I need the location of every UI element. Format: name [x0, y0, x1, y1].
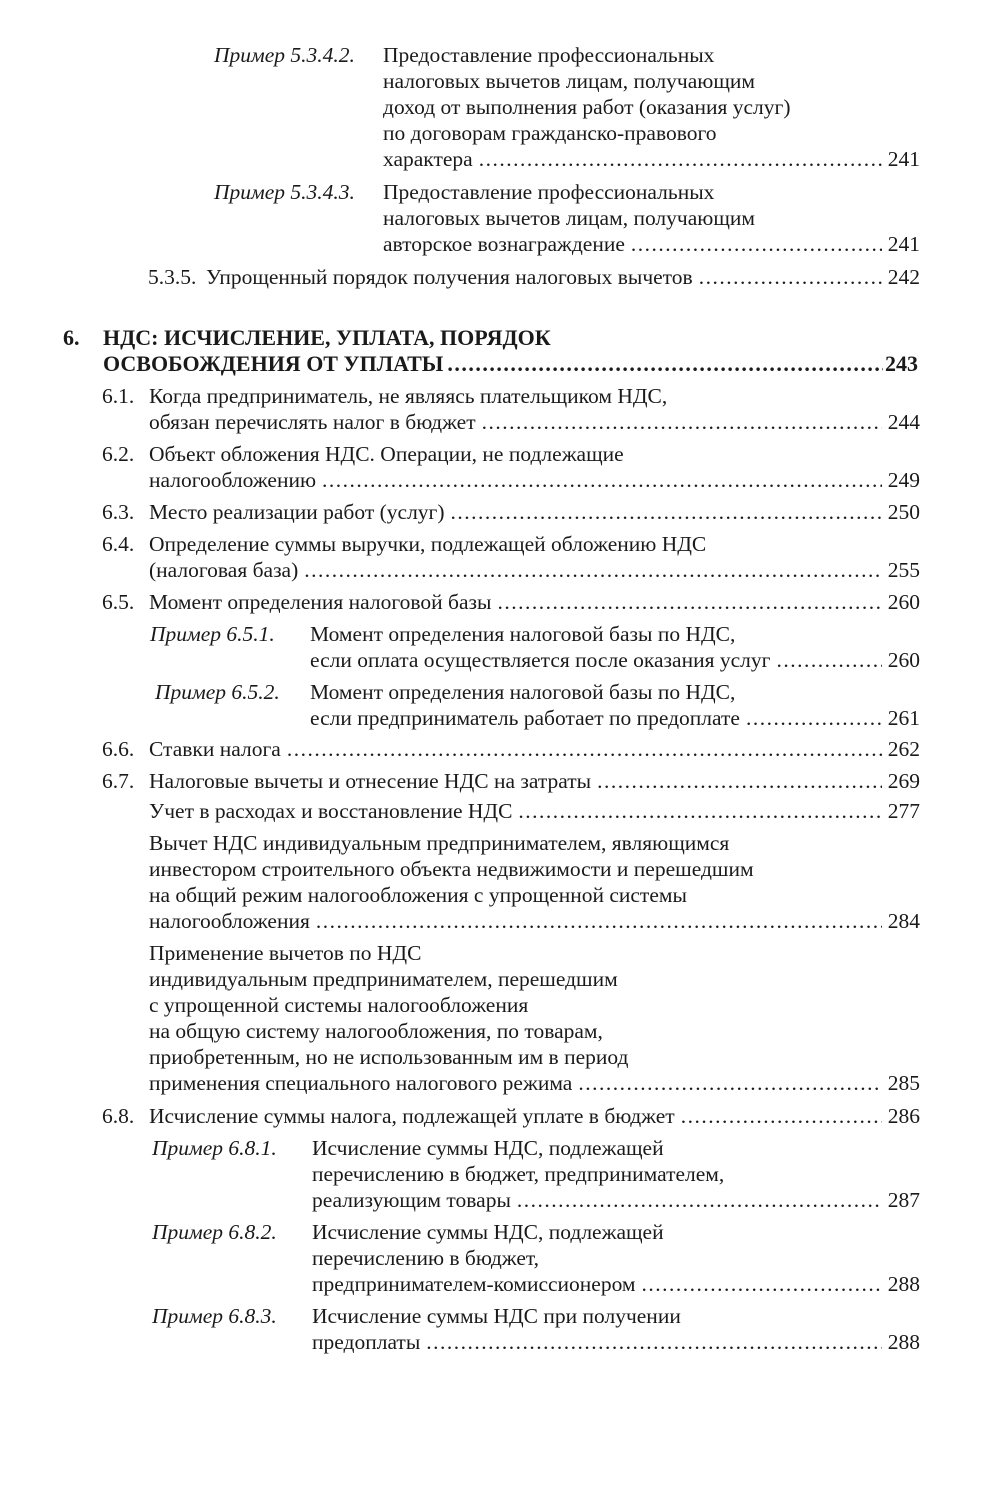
entry-title-line: налогообложения — [149, 909, 310, 933]
dot-leader — [597, 768, 882, 794]
entry-title-line: предоплаты — [312, 1330, 421, 1354]
entry-title-line: реализующим товары — [312, 1188, 511, 1212]
entry-title-line: по договорам гражданско-правового — [383, 121, 717, 145]
entry-title-line: инвестором строительного объекта недвижимости и перешедшим — [149, 857, 754, 881]
entry-title-line: Исчисление суммы НДС, подлежащей — [312, 1136, 664, 1160]
entry-title-line: предпринимателем-комиссионером — [312, 1272, 636, 1296]
dot-leader — [451, 499, 882, 525]
dot-leader — [642, 1271, 882, 1297]
section-number: 6.6. — [102, 737, 135, 761]
entry-title-line: Место реализации работ (услуг) — [149, 500, 445, 524]
page-number: 260 — [887, 648, 920, 672]
entry-title-line: авторское вознаграждение — [383, 232, 625, 256]
section-number: 6.8. — [102, 1104, 135, 1128]
section-number: 6.4. — [102, 532, 135, 556]
chapter-title-line: ОСВОБОЖДЕНИЯ ОТ УПЛАТЫ — [103, 351, 444, 376]
entry-title-line: характера — [383, 147, 473, 171]
page-number: 284 — [887, 909, 920, 933]
dot-leader — [518, 798, 881, 824]
section-number: 5.3.5. — [148, 265, 197, 289]
page-number: 250 — [887, 500, 920, 524]
page-number: 288 — [887, 1272, 920, 1296]
example-label: Пример 6.5.2. — [155, 680, 280, 704]
entry-title-line: Упрощенный порядок получения налоговых вычетов — [206, 265, 693, 289]
example-label: Пример 6.8.2. — [152, 1220, 277, 1244]
example-label: Пример 6.8.3. — [152, 1304, 277, 1328]
example-label: Пример 6.8.1. — [152, 1136, 277, 1160]
page-number: 242 — [887, 265, 920, 289]
dot-leader — [304, 557, 881, 583]
entry-title-line: налоговых вычетов лицам, получающим — [383, 206, 755, 230]
entry-title-line: Момент определения налоговой базы по НДС, — [310, 622, 736, 646]
page-number: 269 — [887, 769, 920, 793]
entry-title-line: Момент определения налоговой базы по НДС, — [310, 680, 736, 704]
entry-title-line: обязан перечислять налог в бюджет — [149, 410, 476, 434]
entry-title-line: на общий режим налогообложения с упрощенной системы — [149, 883, 687, 907]
dot-leader — [426, 1329, 881, 1355]
dot-leader — [497, 589, 881, 615]
entry-title-line: доход от выполнения работ (оказания услуг) — [383, 95, 791, 119]
dot-leader — [699, 264, 882, 290]
page-number: 285 — [887, 1071, 920, 1095]
entry-title-line: Определение суммы выручки, подлежащей обложению НДС — [149, 532, 707, 556]
entry-title-line: индивидуальным предпринимателем, перешедшим — [149, 967, 618, 991]
dot-leader — [482, 409, 882, 435]
entry-title-line: налогообложению — [149, 468, 317, 492]
chapter-title-line: НДС: ИСЧИСЛЕНИЕ, УПЛАТА, ПОРЯДОК — [103, 325, 551, 350]
entry-title-line: Вычет НДС индивидуальным предпринимателем, являющимся — [149, 831, 730, 855]
page-number: 243 — [885, 351, 918, 376]
entry-title-line: Объект обложения НДС. Операции, не подлежащие — [149, 442, 624, 466]
entry-title-line: на общую систему налогообложения, по товарам, — [149, 1019, 603, 1043]
dot-leader — [447, 351, 883, 377]
entry-title-line: перечислению в бюджет, предпринимателем, — [312, 1162, 725, 1186]
example-label: Пример 6.5.1. — [150, 622, 275, 646]
entry-title-line: Момент определения налоговой базы — [149, 590, 492, 614]
example-label: Пример 5.3.4.3. — [214, 180, 355, 204]
entry-title-line: Предоставление профессиональных — [383, 43, 715, 67]
page-number: 287 — [887, 1188, 920, 1212]
page-number: 244 — [887, 410, 920, 434]
page-number: 262 — [887, 737, 920, 761]
page-number: 288 — [887, 1330, 920, 1354]
dot-leader — [746, 705, 882, 731]
entry-title-line: перечислению в бюджет, — [312, 1246, 540, 1270]
section-number: 6.7. — [102, 769, 135, 793]
entry-title-line: приобретенным, но не использованным им в период — [149, 1045, 629, 1069]
page-number: 260 — [887, 590, 920, 614]
page-number: 261 — [887, 706, 920, 730]
dot-leader — [287, 736, 882, 762]
page-number: 249 — [887, 468, 920, 492]
entry-title-line: Налоговые вычеты и отнесение НДС на затраты — [149, 769, 592, 793]
entry-title-line: Исчисление суммы НДС при получении — [312, 1304, 681, 1328]
page-number: 241 — [887, 232, 920, 256]
entry-title-line: если оплата осуществляется после оказания услуг — [310, 648, 771, 672]
entry-title-line: если предприниматель работает по предоплате — [310, 706, 740, 730]
page-number: 241 — [887, 147, 920, 171]
entry-title-line: Ставки налога — [149, 737, 281, 761]
entry-title-line: Применение вычетов по НДС — [149, 941, 422, 965]
entry-title-line: Предоставление профессиональных — [383, 180, 715, 204]
section-number: 6.3. — [102, 500, 135, 524]
example-label: Пример 5.3.4.2. — [214, 43, 355, 67]
section-number: 6.1. — [102, 384, 135, 408]
dot-leader — [316, 908, 882, 934]
dot-leader — [631, 231, 882, 257]
page-number: 286 — [887, 1104, 920, 1128]
page-number: 277 — [887, 799, 920, 823]
entry-title-line: с упрощенной системы налогообложения — [149, 993, 529, 1017]
entry-title-line: Когда предприниматель, не являясь плательщиком НДС, — [149, 384, 668, 408]
dot-leader — [479, 146, 882, 172]
dot-leader — [322, 467, 882, 493]
entry-title-line: Исчисление суммы НДС, подлежащей — [312, 1220, 664, 1244]
dot-leader — [681, 1103, 882, 1129]
dot-leader — [578, 1070, 881, 1096]
entry-title-line: налоговых вычетов лицам, получающим — [383, 69, 755, 93]
entry-title-line: (налоговая база) — [149, 558, 299, 582]
chapter-number: 6. — [63, 325, 80, 350]
entry-title-line: Исчисление суммы налога, подлежащей уплате в бюджет — [149, 1104, 675, 1128]
dot-leader — [776, 647, 881, 673]
section-number: 6.2. — [102, 442, 135, 466]
dot-leader — [517, 1187, 882, 1213]
page-number: 255 — [887, 558, 920, 582]
entry-title-line: Учет в расходах и восстановление НДС — [149, 799, 513, 823]
section-number: 6.5. — [102, 590, 135, 614]
entry-title-line: применения специального налогового режима — [149, 1071, 573, 1095]
